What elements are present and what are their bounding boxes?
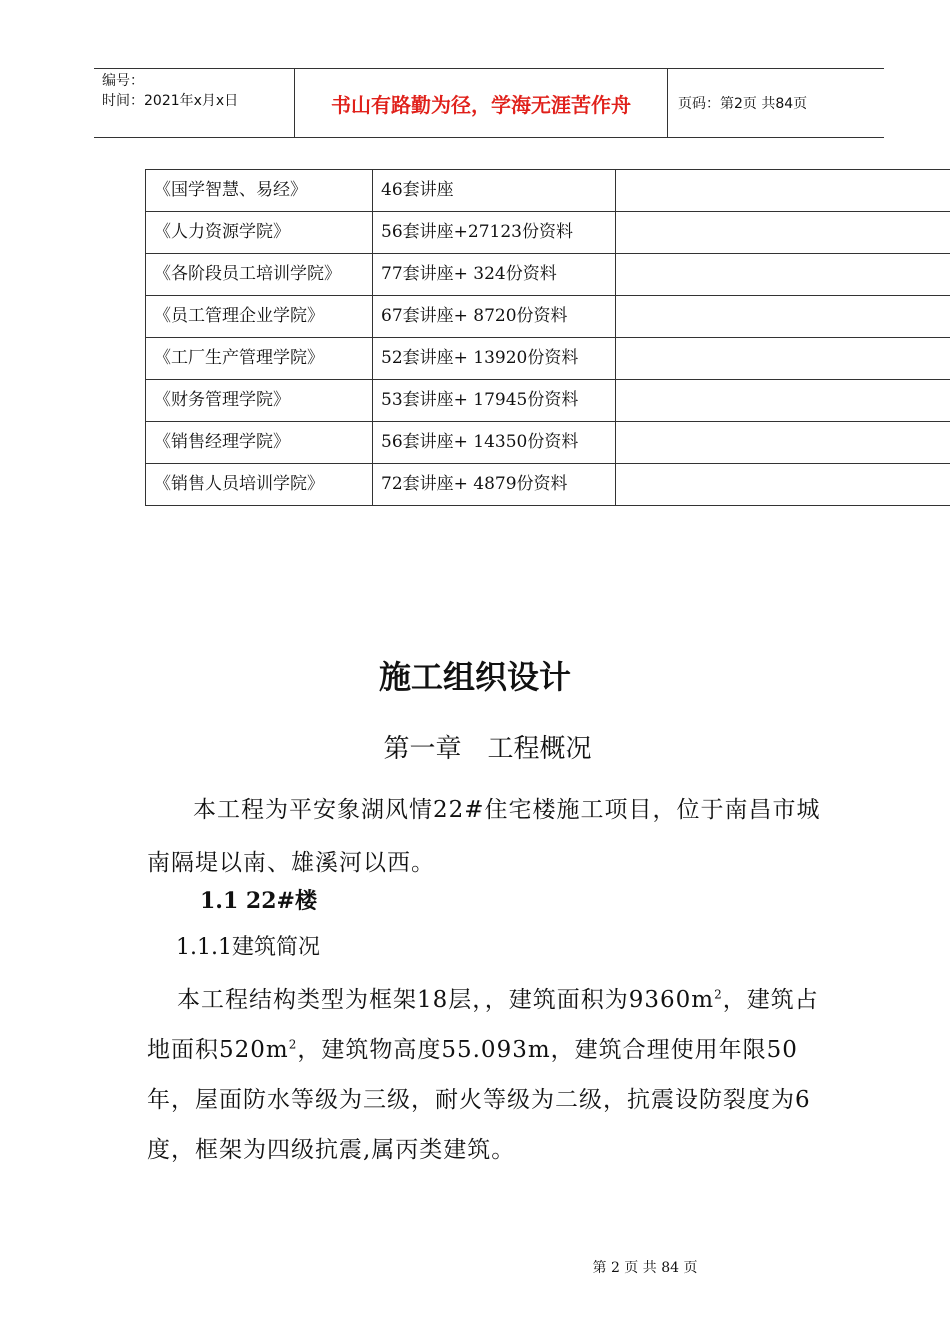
subsection-heading: 1.1.1建筑简况 — [176, 935, 320, 960]
section-heading: 1.1 22#楼 — [200, 888, 317, 914]
course-detail: 56套讲座+27123份资料 — [373, 212, 616, 254]
empty-cell — [616, 212, 950, 254]
empty-cell — [616, 464, 950, 506]
header-motto: 书山有路勤为径，学海无涯苦作舟 — [331, 92, 631, 117]
table-row — [146, 254, 950, 296]
table-row — [146, 380, 950, 422]
text-span: 本工程结构类型为框架18层，，建筑面积为9360m — [177, 987, 715, 1013]
page-footer: 第 2 页 共 84 页 — [592, 1260, 698, 1276]
superscript: 2 — [714, 987, 723, 1002]
course-name: 《国学智慧、易经》 — [146, 170, 373, 212]
empty-cell — [616, 380, 950, 422]
course-name: 《销售人员培训学院》 — [146, 464, 373, 506]
building-overview-paragraph — [147, 975, 837, 1175]
course-name: 《人力资源学院》 — [146, 212, 373, 254]
empty-cell — [616, 296, 950, 338]
table-row — [146, 296, 950, 338]
time-label: 时间：2021年x月x日 — [102, 93, 239, 109]
table-row — [146, 170, 950, 212]
text-span: ，建筑占地面积520m — [147, 987, 819, 1063]
course-table — [145, 169, 950, 506]
table-row — [146, 464, 950, 506]
course-name: 《销售经理学院》 — [146, 422, 373, 464]
header-meta — [102, 71, 292, 111]
header-divider — [667, 69, 668, 137]
course-name: 《财务管理学院》 — [146, 380, 373, 422]
empty-cell — [616, 254, 950, 296]
course-detail: 72套讲座+ 4879份资料 — [373, 464, 616, 506]
empty-cell — [616, 170, 950, 212]
page-header — [94, 68, 884, 138]
table-row — [146, 212, 950, 254]
intro-paragraph: 本工程为平安象湖风情22#住宅楼施工项目，位于南昌市城南隔堤以南、雄溪河以西。 — [147, 797, 821, 876]
course-detail: 46套讲座 — [373, 170, 616, 212]
table-row — [146, 422, 950, 464]
text-span: ，建筑物高度55.093m，建筑合理使用年限50年，屋面防水等级为三级，耐火等级为二级，抗震设防裂度为6度，框架为四级抗震,属丙类建筑。 — [147, 1037, 811, 1163]
course-detail: 77套讲座+ 324份资料 — [373, 254, 616, 296]
course-detail: 67套讲座+ 8720份资料 — [373, 296, 616, 338]
course-name: 《各阶段员工培训学院》 — [146, 254, 373, 296]
empty-cell — [616, 422, 950, 464]
course-detail: 56套讲座+ 14350份资料 — [373, 422, 616, 464]
course-name: 《工厂生产管理学院》 — [146, 338, 373, 380]
course-detail: 53套讲座+ 17945份资料 — [373, 380, 616, 422]
header-page-info: 页码：第2页 共84页 — [678, 96, 808, 112]
document-title: 施工组织设计 — [378, 658, 571, 696]
course-detail: 52套讲座+ 13920份资料 — [373, 338, 616, 380]
number-label: 编号： — [102, 73, 144, 89]
superscript: 2 — [288, 1037, 298, 1052]
table-row — [146, 338, 950, 380]
empty-cell — [616, 338, 950, 380]
chapter-heading: 第一章 工程概况 — [383, 734, 592, 764]
course-name: 《员工管理企业学院》 — [146, 296, 373, 338]
